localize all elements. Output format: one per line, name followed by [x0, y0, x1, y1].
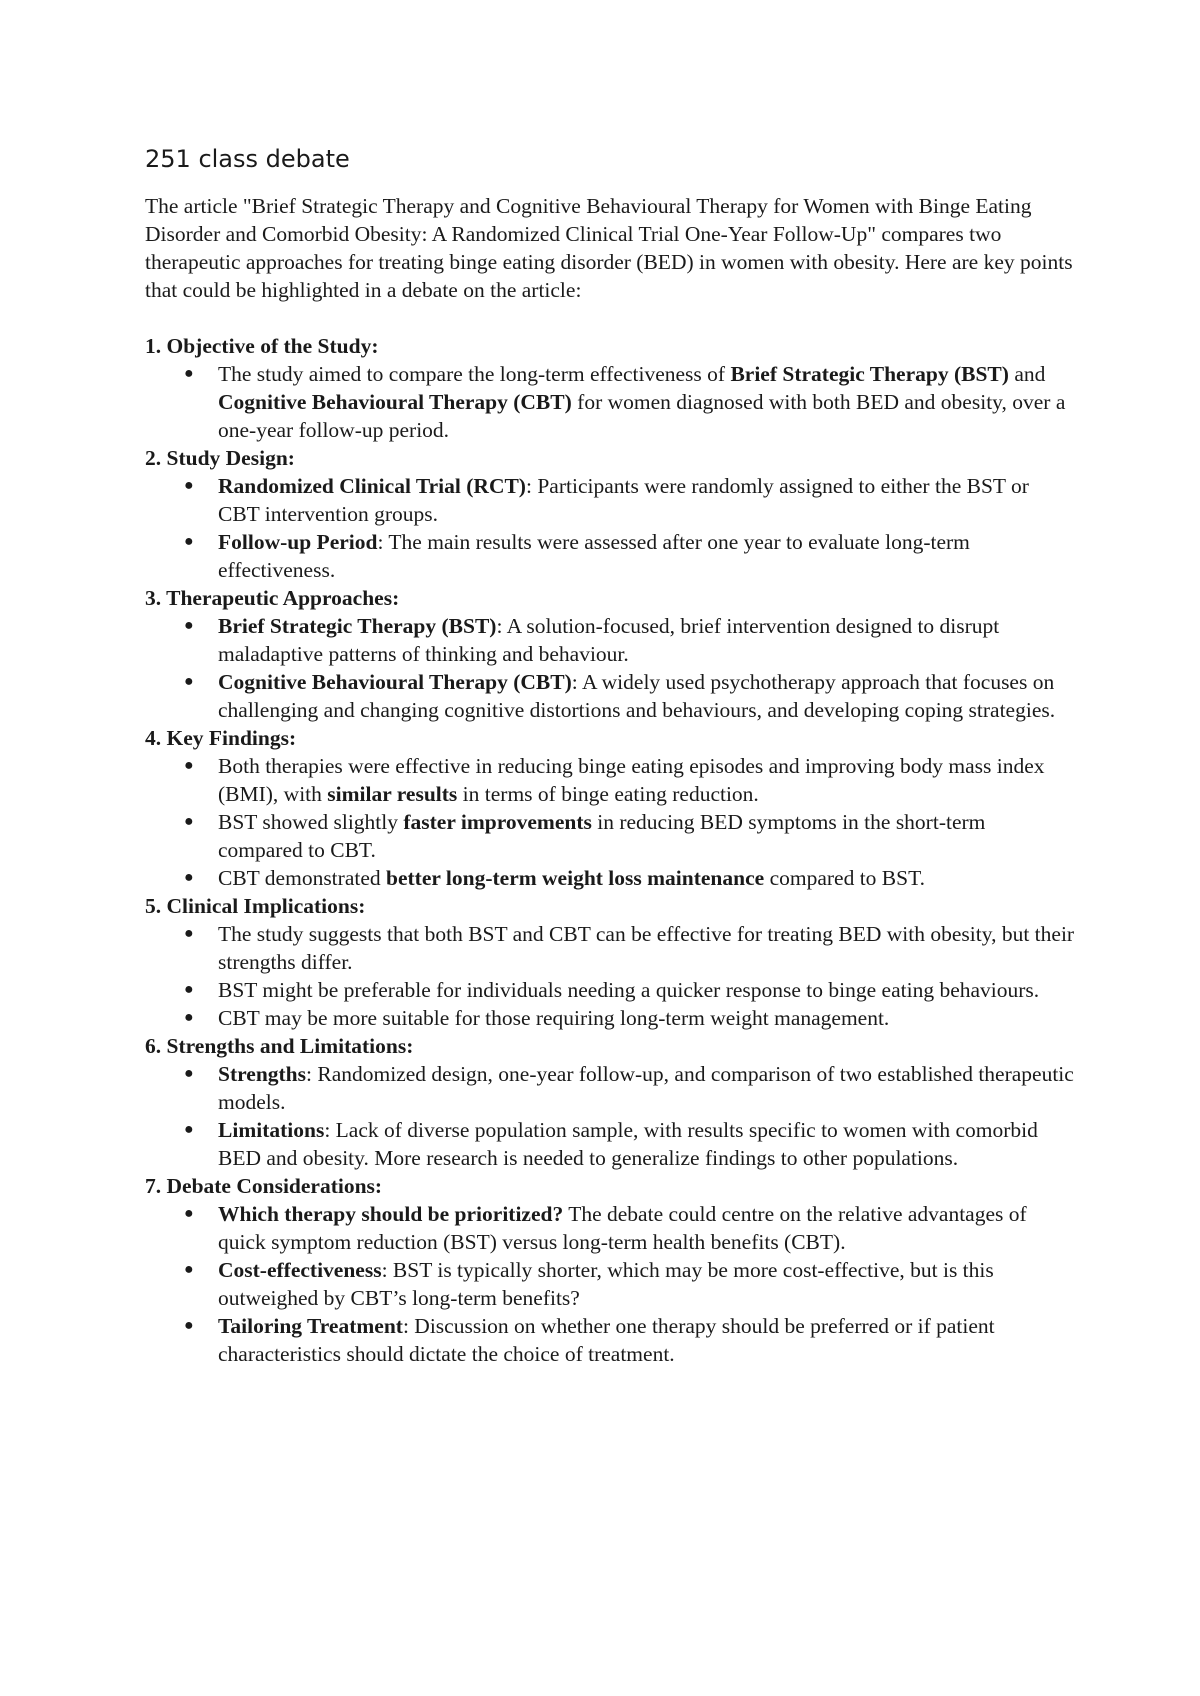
bullet-list	[145, 1200, 1075, 1368]
section-heading: 2. Study Design:	[145, 446, 295, 470]
bullet-list	[145, 920, 1075, 1032]
bullet-icon: ●	[184, 757, 194, 774]
bullet-icon: ●	[184, 533, 194, 550]
text-run: : Discussion on whether one therapy should be preferred or if patient characteristics should dictate the choice of treatment.	[218, 1314, 995, 1366]
bullet-icon: ●	[184, 1009, 194, 1026]
section	[145, 584, 1075, 724]
list-item	[184, 612, 1075, 668]
bullet-icon: ●	[184, 1317, 194, 1334]
bold-text: Follow-up Period	[218, 530, 378, 554]
list-item	[184, 1060, 1075, 1116]
bullet-list	[145, 472, 1075, 584]
bullet-icon: ●	[184, 981, 194, 998]
bullet-list	[145, 360, 1075, 444]
section	[145, 332, 1075, 444]
list-item	[184, 1312, 1075, 1368]
list-item	[184, 668, 1075, 724]
text-run: compared to BST.	[764, 866, 926, 890]
section-heading: 5. Clinical Implications:	[145, 894, 366, 918]
document-page	[145, 142, 1075, 1368]
section	[145, 724, 1075, 892]
text-run: CBT may be more suitable for those requiring long-term weight management.	[218, 1006, 890, 1030]
bullet-icon: ●	[184, 1065, 194, 1082]
bold-text: Which therapy should be prioritized?	[218, 1202, 564, 1226]
bold-text: Randomized Clinical Trial (RCT)	[218, 474, 526, 498]
bullet-icon: ●	[184, 673, 194, 690]
text-run: : Participants were randomly assigned to either the BST or CBT intervention groups.	[218, 474, 1029, 526]
bullet-icon: ●	[184, 1121, 194, 1138]
section-list	[145, 332, 1075, 1368]
text-run: CBT demonstrated	[218, 866, 387, 890]
list-item	[184, 808, 1075, 864]
bullet-icon: ●	[184, 869, 194, 886]
page-title: 251 class debate	[145, 145, 350, 173]
list-item	[184, 1256, 1075, 1312]
bold-text: Tailoring Treatment	[218, 1314, 403, 1338]
text-run: for women diagnosed with both BED and obesity, over a one-year follow-up period.	[218, 390, 1066, 442]
list-item	[184, 528, 1075, 584]
text-run: : A solution-focused, brief intervention designed to disrupt maladaptive patterns of thinking and behaviour.	[218, 614, 1000, 666]
list-item	[184, 976, 1075, 1004]
text-run: Both therapies were effective in reducing binge eating episodes and improving body mass index (BMI), with	[218, 754, 1045, 806]
text-run: : A widely used psychotherapy approach that focuses on challenging and changing cognitive distortions and behaviours, and developing coping strategies.	[218, 670, 1056, 722]
text-run: and	[1008, 362, 1046, 386]
section-heading: 3. Therapeutic Approaches:	[145, 586, 400, 610]
bold-text: faster improvements	[403, 810, 592, 834]
bold-text: Brief Strategic Therapy (BST)	[730, 362, 1009, 386]
section	[145, 444, 1075, 584]
list-item	[184, 1116, 1075, 1172]
section	[145, 1172, 1075, 1368]
bold-text: similar results	[327, 782, 458, 806]
text-run: The study aimed to compare the long-term effectiveness of	[218, 362, 731, 386]
bold-text: Brief Strategic Therapy (BST)	[218, 614, 497, 638]
bullet-icon: ●	[184, 617, 194, 634]
list-item	[184, 752, 1075, 808]
bullet-icon: ●	[184, 813, 194, 830]
bold-text: Cost-effectiveness	[218, 1258, 382, 1282]
bullet-icon: ●	[184, 365, 194, 382]
section-heading: 1. Objective of the Study:	[145, 334, 379, 358]
list-item	[184, 864, 1075, 892]
text-run: in terms of binge eating reduction.	[457, 782, 759, 806]
bullet-icon: ●	[184, 477, 194, 494]
text-run: BST might be preferable for individuals needing a quicker response to binge eating behaviours.	[218, 978, 1040, 1002]
text-run: BST showed slightly	[218, 810, 404, 834]
text-run: : Lack of diverse population sample, with results specific to women with comorbid BED and obesity. More research is needed to generalize findings to other populations.	[218, 1118, 1038, 1170]
bold-text: Cognitive Behavioural Therapy (CBT)	[218, 390, 572, 414]
section-heading: 6. Strengths and Limitations:	[145, 1034, 414, 1058]
bold-text: better long-term weight loss maintenance	[386, 866, 765, 890]
section	[145, 1032, 1075, 1172]
bold-text: Limitations	[218, 1118, 325, 1142]
list-item	[184, 472, 1075, 528]
text-run: The debate could centre on the relative advantages of quick symptom reduction (BST) versus long-term health benefits (CBT).	[218, 1202, 1027, 1254]
bullet-list	[145, 752, 1075, 892]
list-item	[184, 1200, 1075, 1256]
bullet-list	[145, 1060, 1075, 1172]
list-item	[184, 360, 1075, 444]
bullet-list	[145, 612, 1075, 724]
text-run: in reducing BED symptoms in the short-term compared to CBT.	[218, 810, 986, 862]
text-run: The study suggests that both BST and CBT can be effective for treating BED with obesity, but their strengths differ.	[218, 922, 1075, 974]
bold-text: Cognitive Behavioural Therapy (CBT)	[218, 670, 572, 694]
bullet-icon: ●	[184, 1261, 194, 1278]
text-run: : Randomized design, one-year follow-up, and comparison of two established therapeutic models.	[218, 1062, 1074, 1114]
text-run: : The main results were assessed after one year to evaluate long-term effectiveness.	[218, 530, 970, 582]
section-heading: 4. Key Findings:	[145, 726, 297, 750]
bullet-icon: ●	[184, 1205, 194, 1222]
text-run: : BST is typically shorter, which may be more cost-effective, but is this outweighed by CBT’s long-term benefits?	[218, 1258, 994, 1310]
list-item	[184, 920, 1075, 976]
section-heading: 7. Debate Considerations:	[145, 1174, 383, 1198]
bold-text: Strengths	[218, 1062, 307, 1086]
intro-paragraph: The article "Brief Strategic Therapy and Cognitive Behavioural Therapy for Women with Binge Eating Disorder and Comorbid Obesity: A Randomized Clinical Trial One-Year Follow-Up" compares two therapeutic approaches for treating binge eating disorder (BED) in women with obesity. Here are key points that could be highlighted in a debate on the article:	[145, 194, 1073, 302]
section	[145, 892, 1075, 1032]
bullet-icon: ●	[184, 925, 194, 942]
list-item	[184, 1004, 1075, 1032]
